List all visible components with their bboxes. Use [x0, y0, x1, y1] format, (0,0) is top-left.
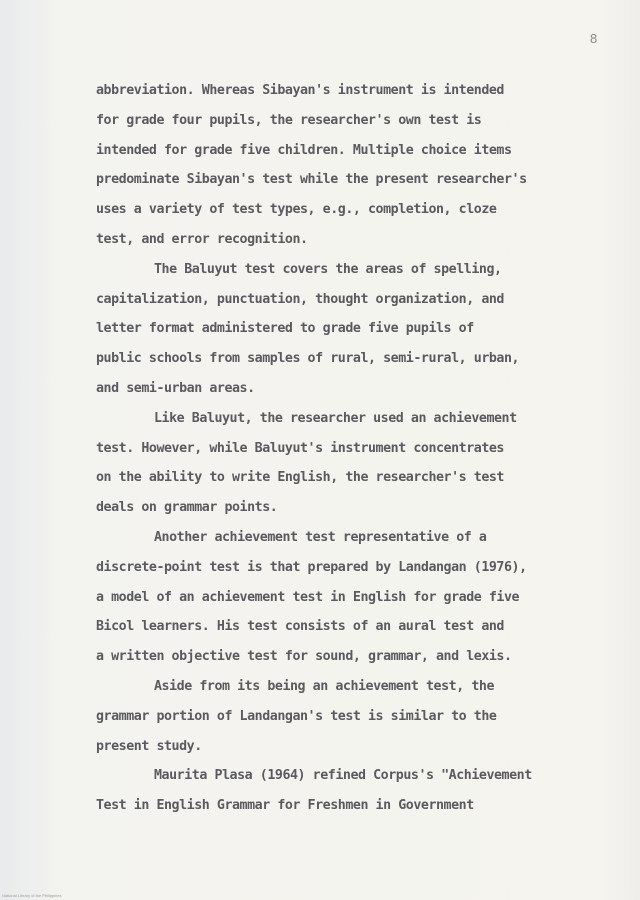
text-line: a written objective test for sound, grammar, and lexis. — [96, 649, 512, 665]
text-line: discrete-point test is that prepared by Landangan (1976), — [96, 559, 527, 575]
text-line: abbreviation. Whereas Sibayan's instrument is intended — [96, 83, 504, 98]
text-line: capitalization, punctuation, thought organization, and — [96, 291, 504, 307]
text-line: Another achievement test representative of a — [154, 529, 487, 545]
text-line: Aside from its being an achievement test, the — [154, 678, 494, 694]
text-line: on the ability to write English, the researcher's test — [96, 470, 504, 486]
text-line: intended for grade five children. Multiple choice items — [96, 142, 512, 158]
text-line: for grade four pupils, the researcher's own test is — [96, 112, 482, 128]
page-number: 8 — [590, 31, 598, 46]
text-line: letter format administered to grade five pupils of — [96, 321, 474, 337]
text-line: grammar portion of Landangan's test is similar to the — [96, 708, 497, 724]
text-line: a model of an achievement test in English for grade five — [96, 589, 520, 605]
text-line: deals on grammar points. — [96, 500, 278, 516]
text-line: Test in English Grammar for Freshmen in Government — [96, 798, 474, 814]
text-line: public schools from samples of rural, semi-rural, urban, — [96, 351, 520, 367]
text-line: test. However, while Baluyut's instrument concentrates — [96, 440, 504, 456]
text-line: test, and error recognition. — [96, 231, 308, 247]
text-line: Maurita Plasa (1964) refined Corpus's "Achievement — [154, 768, 532, 784]
text-line: Like Baluyut, the researcher used an achievement — [154, 410, 517, 426]
text-line: predominate Sibayan's test while the present researcher's — [96, 172, 527, 188]
text-line: present study. — [96, 738, 202, 754]
text-line: Bicol learners. His test consists of an aural test and — [96, 619, 504, 635]
text-line: and semi-urban areas. — [96, 380, 255, 396]
text-line: uses a variety of test types, e.g., completion, cloze — [96, 202, 497, 218]
text-line: The Baluyut test covers the areas of spelling, — [154, 261, 502, 277]
page-footer: National Library of the Philippines — [2, 893, 62, 898]
body-text — [96, 76, 616, 821]
